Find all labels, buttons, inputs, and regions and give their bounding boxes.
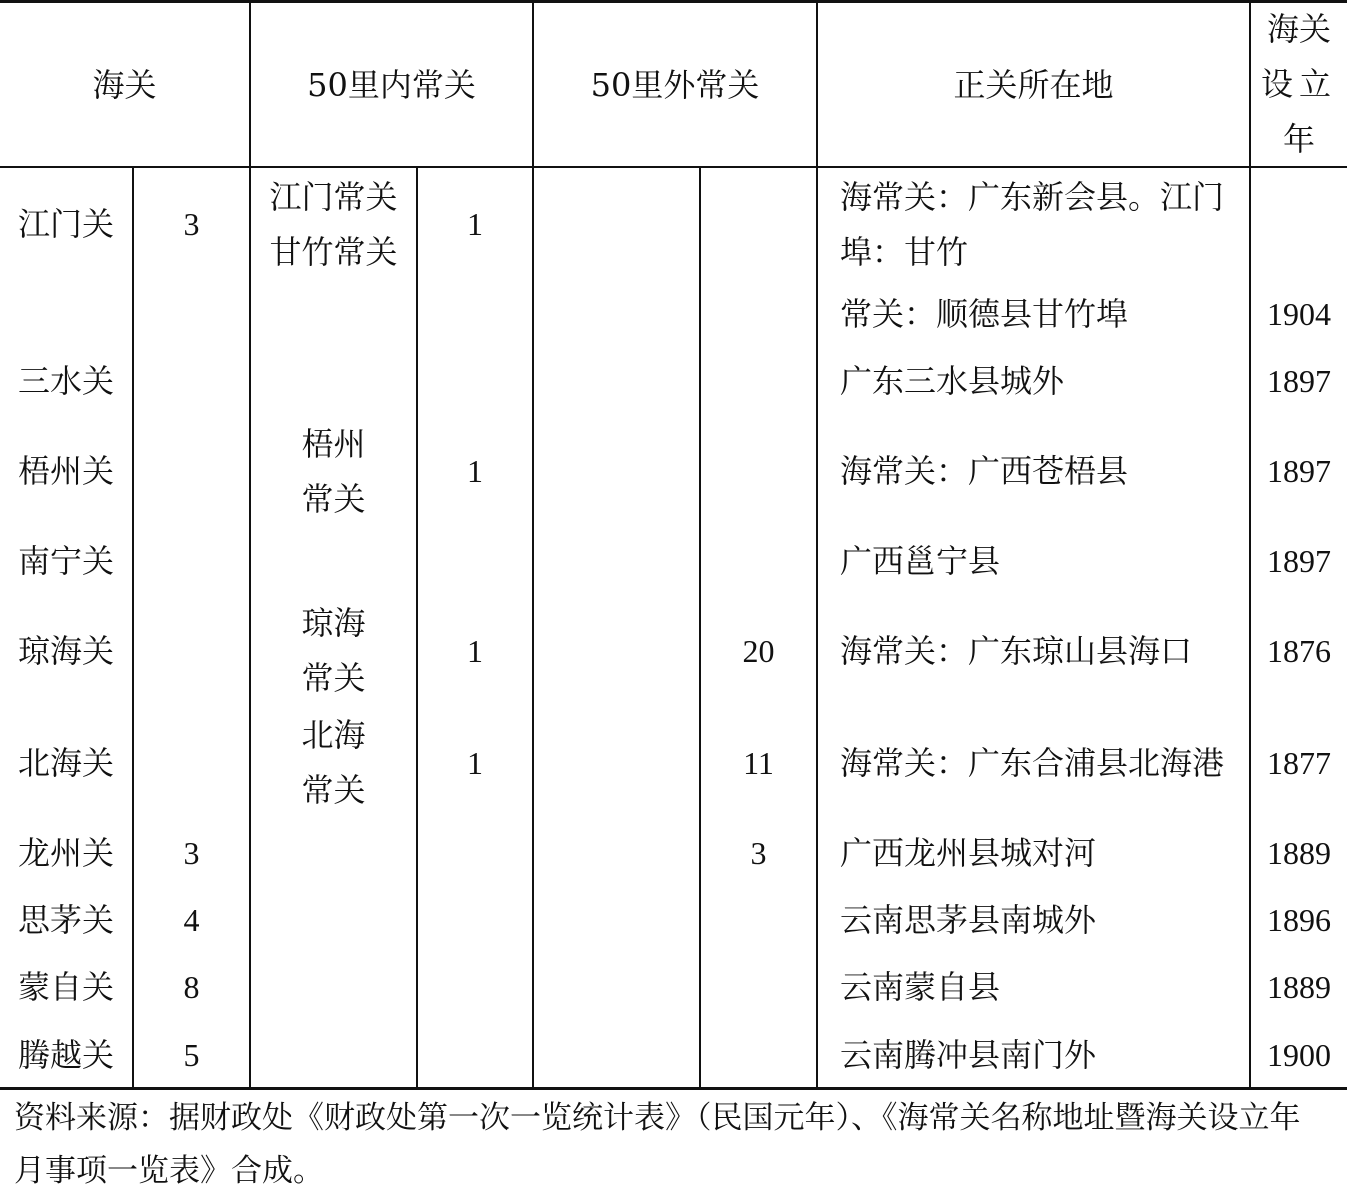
beyond-count: 11 <box>743 745 774 781</box>
establish-year: 1897 <box>1267 543 1331 579</box>
customs-name: 思茅关 <box>18 901 115 939</box>
within-count: 1 <box>467 745 483 781</box>
customs-name: 南宁关 <box>18 542 115 580</box>
location: 埠：甘竹 <box>840 233 969 271</box>
location: 海常关：广东琼山县海口 <box>840 632 1193 670</box>
within-count: 1 <box>467 453 483 489</box>
customs-count: 8 <box>183 969 200 1005</box>
customs-name: 北海关 <box>18 744 115 782</box>
subcol-rule <box>416 167 418 1088</box>
location: 广东三水县城外 <box>840 362 1065 400</box>
location: 广西邕宁县 <box>840 542 1001 580</box>
source-note: 资料来源：据财政处《财政处第一次一览统计表》（民国元年）、《海常关名称地址暨海关设立年 <box>14 1100 1301 1136</box>
header-within-50: 50里内常关 <box>307 66 476 104</box>
header-bottom-rule <box>0 166 1347 168</box>
establish-year: 1889 <box>1267 835 1331 871</box>
establish-year: 1876 <box>1267 633 1331 669</box>
col-rule <box>532 0 534 1088</box>
beyond-count: 20 <box>742 633 775 669</box>
establish-year: 1889 <box>1267 969 1331 1005</box>
beyond-count: 3 <box>750 835 767 871</box>
header-year: 海关 <box>1266 10 1331 48</box>
location: 海常关：广东新会县。江门 <box>840 178 1225 216</box>
customs-count: 5 <box>183 1037 200 1073</box>
within-customs-name: 北海 <box>301 716 366 754</box>
establish-year: 1900 <box>1267 1037 1331 1073</box>
customs-count: 4 <box>183 902 200 938</box>
header-customs: 海关 <box>92 66 157 104</box>
location: 常关：顺德县甘竹埠 <box>840 295 1129 333</box>
customs-name: 江门关 <box>18 205 115 243</box>
location: 云南思茅县南城外 <box>840 901 1097 939</box>
establish-year: 1877 <box>1267 745 1331 781</box>
within-customs-name: 梧州 <box>301 425 366 463</box>
within-customs-name: 琼海 <box>301 604 366 642</box>
table-top-rule <box>0 0 1347 3</box>
customs-name: 梧州关 <box>18 452 115 490</box>
header-location: 正关所在地 <box>953 66 1114 104</box>
within-customs-name: 江门常关 <box>269 178 398 216</box>
establish-year: 1896 <box>1267 902 1331 938</box>
customs-name: 琼海关 <box>18 632 115 670</box>
customs-name: 腾越关 <box>18 1036 115 1074</box>
header-year: 年 <box>1282 120 1315 158</box>
customs-name: 龙州关 <box>18 834 115 872</box>
header-year: 设立 <box>1260 65 1337 103</box>
within-customs-name: 常关 <box>301 480 366 518</box>
within-count: 1 <box>467 633 483 669</box>
header-beyond-50: 50里外常关 <box>590 66 760 104</box>
location: 云南蒙自县 <box>840 968 1001 1006</box>
subcol-rule <box>132 167 134 1088</box>
customs-count: 3 <box>183 835 200 871</box>
table-bottom-rule <box>0 1087 1347 1090</box>
subcol-rule <box>699 167 701 1088</box>
location: 云南腾冲县南门外 <box>840 1036 1097 1074</box>
location: 海常关：广西苍梧县 <box>840 452 1129 490</box>
within-customs-name: 常关 <box>301 771 366 809</box>
customs-count: 3 <box>183 206 200 242</box>
col-rule <box>816 0 818 1088</box>
establish-year: 1904 <box>1267 296 1331 332</box>
source-note: 月事项一览表》合成。 <box>14 1153 324 1189</box>
within-customs-name: 甘竹常关 <box>269 233 398 271</box>
customs-name: 蒙自关 <box>18 968 115 1006</box>
establish-year: 1897 <box>1267 453 1331 489</box>
location: 广西龙州县城对河 <box>840 834 1097 872</box>
within-count: 1 <box>467 206 483 242</box>
location: 海常关：广东合浦县北海港 <box>840 744 1225 782</box>
within-customs-name: 常关 <box>301 659 366 697</box>
col-rule <box>249 0 251 1088</box>
establish-year: 1897 <box>1267 363 1331 399</box>
customs-name: 三水关 <box>18 362 115 400</box>
